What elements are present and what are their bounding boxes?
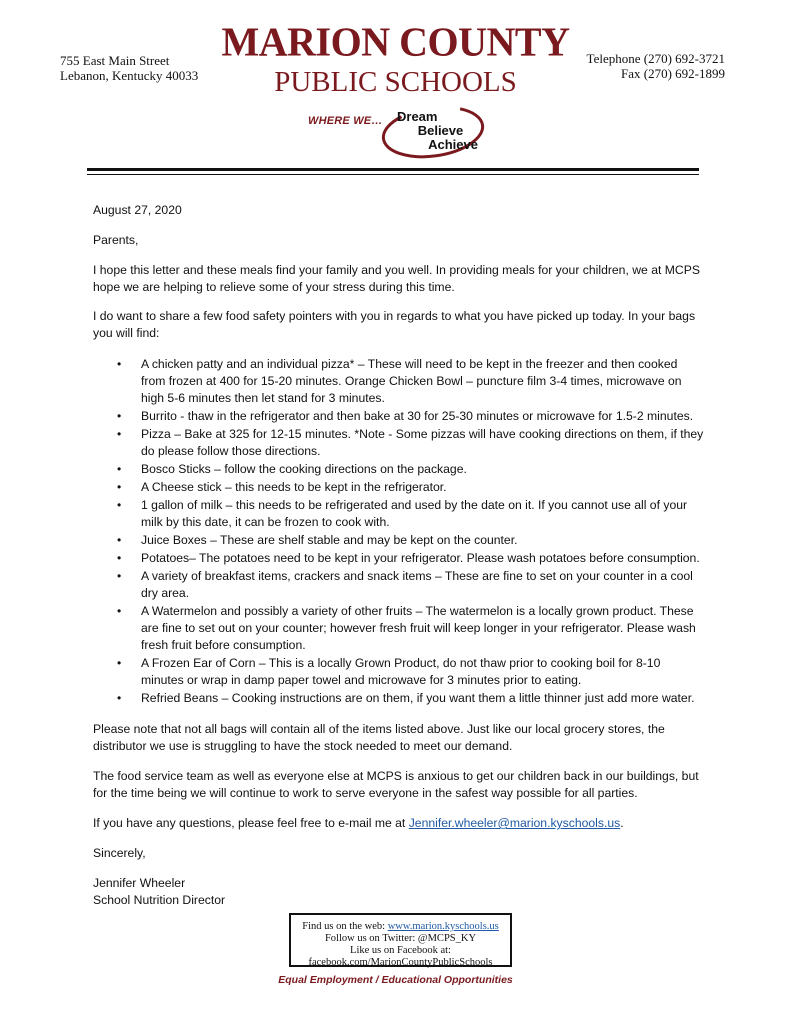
letter-salutation: Parents, xyxy=(93,233,139,247)
email-link[interactable]: Jennifer.wheeler@marion.kyschools.us xyxy=(408,816,621,830)
tagline-prefix: WHERE WE… xyxy=(308,115,383,127)
list-item xyxy=(93,426,705,460)
tagline-words xyxy=(395,110,480,152)
bullet-icon: • xyxy=(117,533,122,547)
phone-line: Telephone (270) 692-3721 xyxy=(586,51,725,66)
school-contact xyxy=(587,51,725,81)
list-item xyxy=(93,356,705,407)
list-item xyxy=(93,603,705,654)
closing: Sincerely, xyxy=(93,846,146,860)
list-item-text: 1 gallon of milk – this needs to be refrigerated and used by the date on it. If you cannot use all of your milk by this date, it can be frozen to cook with. xyxy=(141,498,688,529)
letter-date: August 27, 2020 xyxy=(93,203,182,217)
school-address xyxy=(60,53,198,83)
list-item-text: A Frozen Ear of Corn – This is a locally Grown Product, do not thaw prior to cooking boil for 8-10 minutes or wrap in damp paper towel and microwave for 3 minutes prior to eating. xyxy=(141,656,661,687)
bullet-icon: • xyxy=(117,409,122,423)
questions-paragraph xyxy=(93,815,705,832)
list-item-text: A Cheese stick – this needs to be kept in the refrigerator. xyxy=(141,480,447,494)
footer-web-line xyxy=(291,921,510,933)
website-link[interactable]: www.marion.kyschools.us xyxy=(387,921,499,932)
note-paragraph: Please note that not all bags will contain all of the items listed above. Just like our local grocery stores, the distributor we use is struggling to have the stock needed to meet our demand. xyxy=(93,722,665,753)
tagline-dream: Dream xyxy=(397,109,438,124)
list-item-text: Refried Beans – Cooking instructions are on them, if you want them a little thinner just add more water. xyxy=(141,691,695,705)
list-item xyxy=(93,461,705,478)
list-item xyxy=(93,532,705,549)
list-item xyxy=(93,497,705,531)
list-item-text: Bosco Sticks – follow the cooking directions on the package. xyxy=(141,462,467,476)
list-item xyxy=(93,655,705,689)
tagline-logo xyxy=(300,104,500,162)
bullet-icon: • xyxy=(117,691,122,705)
intro-paragraph: I hope this letter and these meals find your family and you well. In providing meals for your children, we at MCPS hope we are helping to relieve some of your stress during this time. xyxy=(93,263,700,294)
bullet-icon: • xyxy=(117,498,122,512)
list-item xyxy=(93,550,705,567)
header-rule-thick xyxy=(87,168,699,171)
list-item-text: Potatoes– The potatoes need to be kept in your refrigerator. Please wash potatoes before consumption. xyxy=(141,551,700,565)
address-line-2: Lebanon, Kentucky 40033 xyxy=(60,68,199,83)
list-item-text: A variety of breakfast items, crackers and snack items – These are fine to set on your counter in a cool dry area. xyxy=(141,569,693,600)
list-item xyxy=(93,568,705,602)
food-items-list xyxy=(93,356,705,707)
header-rule-thin xyxy=(87,174,699,175)
bullet-icon: • xyxy=(117,604,122,618)
footer-contact-box xyxy=(289,913,512,967)
bullet-icon: • xyxy=(117,480,122,494)
address-line-1: 755 East Main Street xyxy=(60,53,170,68)
tagline-achieve: Achieve xyxy=(428,137,478,152)
list-item-text: Pizza – Bake at 325 for 12-15 minutes. *Note - Some pizzas will have cooking directions on them, if they do please follow those directions. xyxy=(141,427,704,458)
list-item-text: A chicken patty and an individual pizza* – These will need to be kept in the freezer and then cooked from frozen at 400 for 15-20 minutes. Orange Chicken Bowl – puncture film 3-4 times, microwave on high 5-6 minutes then let stand for 3 minutes. xyxy=(141,357,682,405)
eeo-statement: Equal Employment / Educational Opportunities xyxy=(278,974,513,986)
footer-web-label: Find us on the web: xyxy=(302,921,388,932)
bullet-icon: • xyxy=(117,569,122,583)
list-item-text: Burrito - thaw in the refrigerator and then bake at 30 for 25-30 minutes or microwave for 1.5-2 minutes. xyxy=(141,409,694,423)
bullet-icon: • xyxy=(117,656,122,670)
logo-subtitle: PUBLIC SCHOOLS xyxy=(274,66,517,98)
list-item xyxy=(93,690,705,707)
bullet-icon: • xyxy=(117,551,122,565)
questions-suffix: . xyxy=(620,816,624,830)
list-item xyxy=(93,408,705,425)
questions-text: If you have any questions, please feel free to e-mail me at xyxy=(93,816,409,830)
signer-title: School Nutrition Director xyxy=(93,893,226,907)
fax-line: Fax (270) 692-1899 xyxy=(621,66,725,81)
list-item-text: A Watermelon and possibly a variety of other fruits – The watermelon is a locally grown product. These are fine to set out on your counter; however fresh fruit will keep longer in your refrigerator. Please wash fresh fruit before consumption. xyxy=(141,604,696,652)
list-item xyxy=(93,479,705,496)
signer-name: Jennifer Wheeler xyxy=(93,876,186,890)
share-paragraph: I do want to share a few food safety pointers with you in regards to what you have picked up today. In your bags you will find: xyxy=(93,309,696,340)
footer-twitter: Follow us on Twitter: @MCPS_KY xyxy=(324,933,477,944)
bullet-icon: • xyxy=(117,357,122,371)
team-paragraph: The food service team as well as everyone else at MCPS is anxious to get our children back in our buildings, but for the time being we will continue to work to serve everyone in the safest way possible for all parties. xyxy=(93,769,699,800)
footer-facebook-url: facebook.com/MarionCountyPublicSchools xyxy=(308,957,493,968)
footer-facebook-label: Like us on Facebook at: xyxy=(350,945,451,956)
letter-body xyxy=(93,202,705,909)
logo-title: MARION COUNTY xyxy=(221,18,570,65)
list-item-text: Juice Boxes – These are shelf stable and may be kept on the counter. xyxy=(141,533,518,547)
bullet-icon: • xyxy=(117,462,122,476)
tagline-believe: Believe xyxy=(417,123,464,138)
bullet-icon: • xyxy=(117,427,122,441)
